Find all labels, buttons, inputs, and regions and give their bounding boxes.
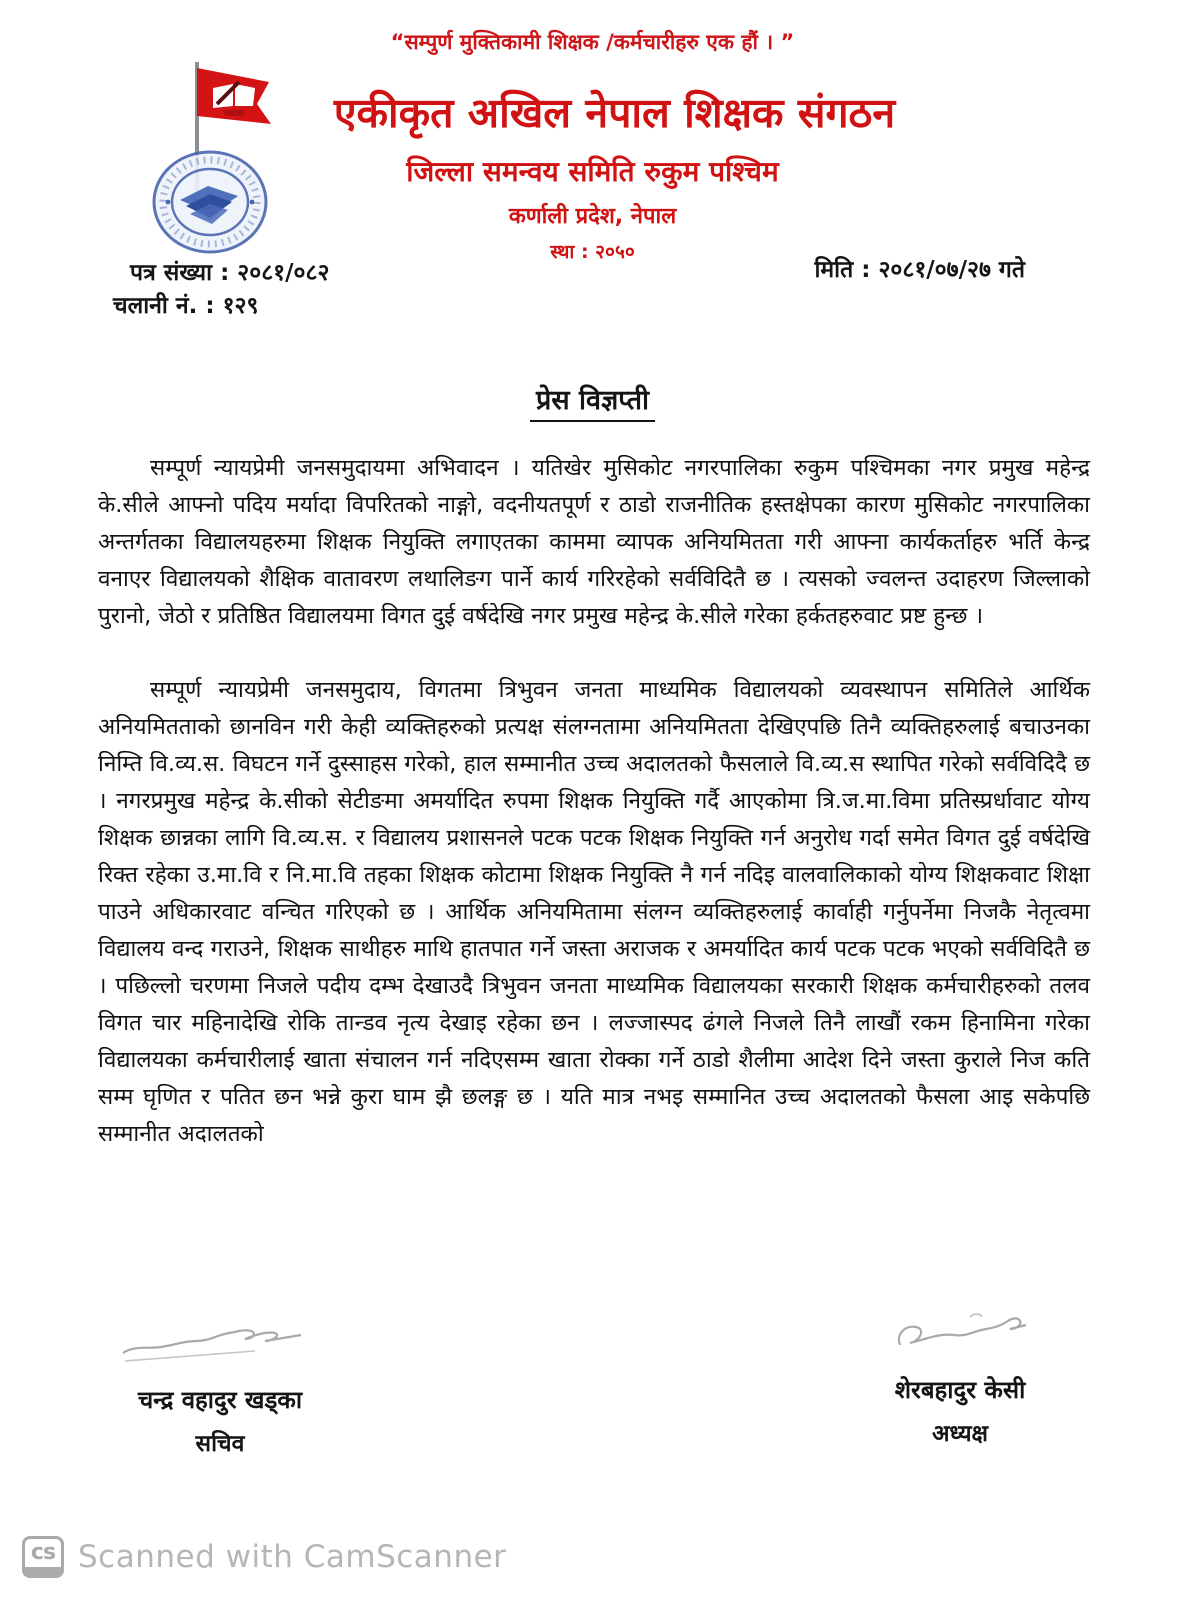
camscanner-icon — [22, 1536, 64, 1578]
letter-number: पत्र संख्या : २०८१/०८२ — [130, 260, 330, 286]
chairperson-signature-scribble — [840, 1295, 1080, 1365]
chairperson-role: अध्यक्ष — [931, 1421, 989, 1447]
organization-name: एकीकृत अखिल नेपाल शिक्षक संगठन — [333, 89, 896, 137]
body-paragraph-1: सम्पूर्ण न्यायप्रेमी जनसमुदायमा अभिवादन । यतिखेर मुसिकोट नगरपालिका रुकुम पश्चिमका नगर प्रमुख महेन्द्र के.सीले आफ्नो पदिय मर्यादा विपरितको नाङ्गो, वदनीयतपूर्ण र ठाडो राजनीतिक हस्तक्षेपका कारण मुसिकोट नगरपालिका अन्तर्गतका विद्यालयहरुमा शिक्षक नियुक्ति लगाएतका काममा व्यापक अनियमितता गरी आफ्ना कार्यकर्ताहरु भर्ति केन्द्र वनाएर विद्यालयको शैक्षिक वातावरण लथालिङग पार्ने कार्य गरिरहेको सर्वविदितै छ । त्यसको ज्वलन्त उदाहरण जिल्लाको पुरानो, जेठो र प्रतिष्ठित विद्यालयमा विगत दुई वर्षदेखि नगर प्रमुख महेन्द्र के.सीले गरेका हर्कतहरुवाट प्रष्ट हुन्छ । — [98, 455, 1090, 629]
press-release-heading-wrap — [0, 380, 1185, 422]
slogan: “सम्पुर्ण मुक्तिकामी शिक्षक /कर्मचारीहरु एक हौं । ” — [390, 30, 795, 54]
letter-body — [98, 450, 1090, 1190]
signature-icon — [840, 1295, 1080, 1365]
body-paragraph-2: सम्पूर्ण न्यायप्रेमी जनसमुदाय, विगतमा त्रिभुवन जनता माध्यमिक विद्यालयको व्यवस्थापन समितिले आर्थिक अनियमितताको छानविन गरी केही व्यक्तिहरुको प्रत्यक्ष संलग्नतामा अनियमितता देखिएपछि तिनै व्यक्तिहरुलाई बचाउनका निम्ति वि.व्य.स. विघटन गर्ने दुस्साहस गरेको, हाल सम्मानीत उच्च अदालतको फैसलाले वि.व्य.स स्थापित गरेको सर्वविदिदै छ । नगरप्रमुख महेन्द्र के.सीको सेटीङमा अमर्यादित रुपमा शिक्षक नियुक्ति गर्दै आएकोमा त्रि.ज.मा.विमा प्रतिस्प्रर्धावाट योग्य शिक्षक छान्नका लागि वि.व्य.स. र विद्यालय प्रशासनले पटक पटक शिक्षक नियुक्ति गर्न अनुरोध गर्दा समेत विगत दुई वर्षदेखि रिक्त रहेका उ.मा.वि र नि.मा.वि तहका शिक्षक कोटामा शिक्षक नियुक्ति नै गर्न नदिइ वालवालिकाको योग्य शिक्षकवाट शिक्षा पाउने अधिकारवाट वन्चित गरिएको छ । आर्थिक अनियमितामा संलग्न व्यक्तिहरुलाई कार्वाही गर्नुपर्नेमा निजकै नेतृत्वमा विद्यालय वन्द गराउने, शिक्षक साथीहरु माथि हातपात गर्ने जस्ता अराजक र अमर्यादित कार्य पटक पटक भएको सर्वविदितै छ । पछिल्लो चरणमा निजले पदीय दम्भ देखाउदै त्रिभुवन जनता माध्यमिक विद्यालयका सरकारी शिक्षक कर्मचारीहरुको तलव विगत चार महिनादेखि रोकि तान्डव नृत्य देखाइ रहेका छन । लज्जास्पद ढंगले निजले तिनै लाखौं रकम हिनामिना गरेका विद्यालयका कर्मचारीलाई खाता संचालन गर्न नदिएसम्म खाता रोक्का गर्ने ठाडो शैलीमा आदेश दिने जस्ता कुराले निज कति सम्म घृणित र पतित छन भन्ने कुरा घाम झै छलङ्ग छ । यति मात्र नभइ सम्मानित उच्च अदालतको फैसला आइ सकेपछि सम्मानीत अदालतको — [98, 677, 1090, 1147]
letter-date: मिति : २०८१/०७/२७ गते — [814, 257, 1025, 283]
letterhead — [0, 0, 1185, 264]
secretary-signature-scribble — [105, 1305, 335, 1375]
camscanner-watermark — [22, 1536, 506, 1578]
secretary-role: सचिव — [195, 1431, 245, 1457]
signature-block-chairperson — [840, 1295, 1080, 1448]
camscanner-icon-label: cs — [30, 1540, 56, 1565]
signature-icon — [105, 1305, 335, 1375]
dispatch-number: चलानी नं. : १२९ — [113, 293, 259, 319]
secretary-name: चन्द्र वहादुर खड्का — [137, 1386, 303, 1414]
chairperson-name: शेरबहादुर केसी — [894, 1376, 1026, 1404]
camscanner-icon-strip — [22, 1567, 64, 1578]
camscanner-watermark-text: Scanned with CamScanner — [78, 1539, 507, 1575]
press-release-heading: प्रेस विज्ञप्ती — [530, 380, 655, 422]
committee-name: जिल्ला समन्वय समिति रुकुम पश्चिम — [406, 155, 779, 188]
signature-block-secretary — [105, 1305, 335, 1458]
established-year: स्था : २०५० — [550, 241, 635, 263]
province-line: कर्णाली प्रदेश, नेपाल — [508, 204, 677, 229]
